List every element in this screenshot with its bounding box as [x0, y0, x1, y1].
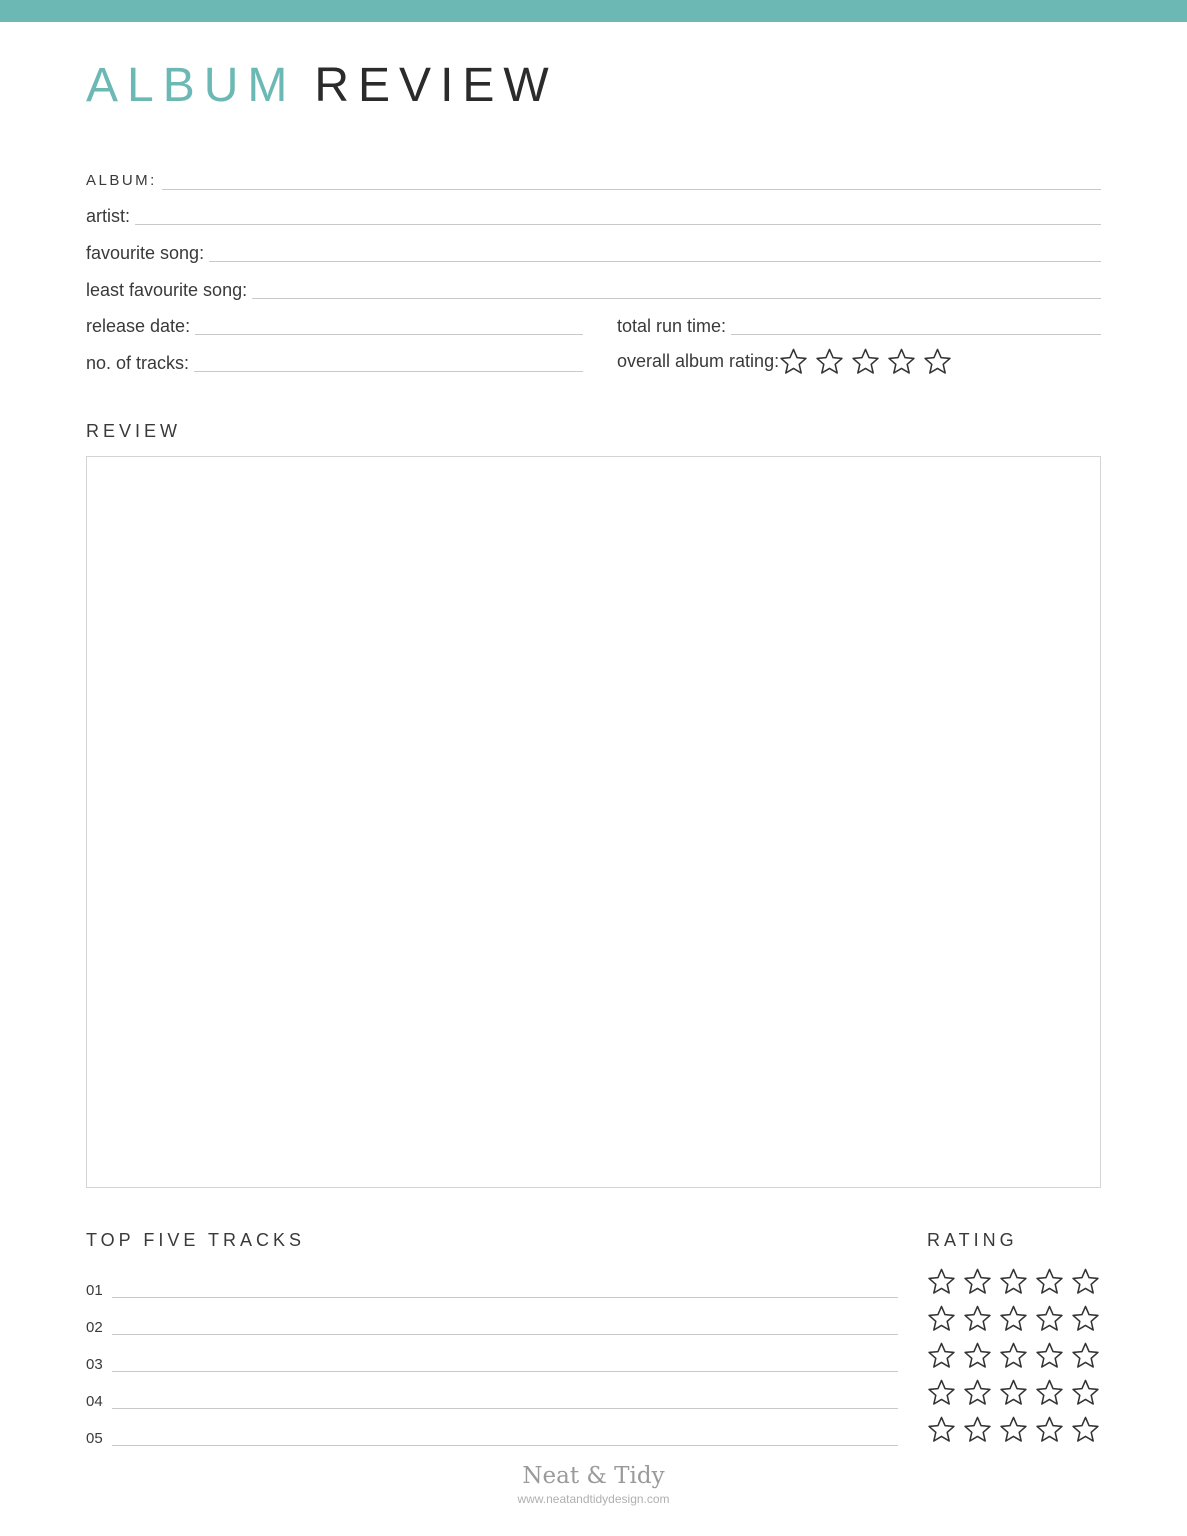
track-name-input-line[interactable]: [112, 1297, 898, 1298]
star-icon[interactable]: [999, 1304, 1028, 1333]
artist-label: artist:: [86, 206, 131, 226]
star-icon[interactable]: [927, 1267, 956, 1296]
rating-heading: RATING: [927, 1230, 1018, 1250]
top-accent-bar: [0, 0, 1187, 22]
star-icon[interactable]: [923, 347, 952, 376]
least-favourite-song-input-line[interactable]: [252, 297, 1101, 299]
least-favourite-song-label: least favourite song:: [86, 280, 248, 300]
star-icon[interactable]: [779, 347, 808, 376]
page-title: [86, 58, 558, 114]
star-icon[interactable]: [927, 1341, 956, 1370]
star-icon[interactable]: [927, 1304, 956, 1333]
release-date-label: release date:: [86, 316, 191, 336]
track-name-input-line[interactable]: [112, 1445, 898, 1446]
star-icon[interactable]: [963, 1415, 992, 1444]
track-name-input-line[interactable]: [112, 1334, 898, 1335]
track-rating-stars: [927, 1341, 1100, 1370]
least-favourite-song-field: [86, 277, 1101, 301]
no-of-tracks-input-line[interactable]: [194, 370, 583, 372]
star-icon[interactable]: [1071, 1267, 1100, 1296]
brand-logo: Neat & Tidy: [522, 1463, 665, 1489]
star-icon[interactable]: [963, 1304, 992, 1333]
star-icon[interactable]: [1035, 1415, 1064, 1444]
album-field: [86, 168, 1101, 192]
review-heading: REVIEW: [86, 421, 182, 441]
star-icon[interactable]: [999, 1341, 1028, 1370]
star-icon[interactable]: [927, 1378, 956, 1407]
album-input-line[interactable]: [162, 188, 1101, 190]
no-of-tracks-field: [86, 350, 583, 374]
title-word-album: ALBUM: [86, 59, 297, 112]
no-of-tracks-label: no. of tracks:: [86, 353, 190, 373]
track-rating-stars: [927, 1378, 1100, 1407]
review-text-area[interactable]: [86, 456, 1101, 1188]
track-row: [86, 1313, 898, 1337]
artist-field: [86, 203, 1101, 227]
star-icon[interactable]: [851, 347, 880, 376]
overall-album-rating-field: [617, 344, 952, 378]
track-rating-stars: [927, 1415, 1100, 1444]
track-row: [86, 1276, 898, 1300]
track-row: [86, 1424, 898, 1448]
track-number: 04: [86, 1393, 103, 1410]
star-icon[interactable]: [963, 1267, 992, 1296]
total-run-time-label: total run time:: [617, 316, 727, 336]
track-rating-stars: [927, 1267, 1100, 1296]
total-run-time-field: [617, 313, 1101, 337]
star-icon[interactable]: [927, 1415, 956, 1444]
star-icon[interactable]: [1071, 1378, 1100, 1407]
track-rating-stars: [927, 1304, 1100, 1333]
overall-rating-stars: [779, 347, 952, 376]
star-icon[interactable]: [815, 347, 844, 376]
star-icon[interactable]: [1035, 1304, 1064, 1333]
favourite-song-label: favourite song:: [86, 243, 205, 263]
artist-input-line[interactable]: [135, 223, 1101, 225]
star-icon[interactable]: [1035, 1341, 1064, 1370]
overall-album-rating-label: overall album rating:: [617, 350, 780, 371]
star-icon[interactable]: [999, 1267, 1028, 1296]
star-icon[interactable]: [999, 1378, 1028, 1407]
track-number: 03: [86, 1356, 103, 1373]
track-name-input-line[interactable]: [112, 1408, 898, 1409]
release-date-input-line[interactable]: [195, 333, 583, 335]
release-date-field: [86, 313, 583, 337]
star-icon[interactable]: [963, 1378, 992, 1407]
track-row: [86, 1350, 898, 1374]
star-icon[interactable]: [1071, 1341, 1100, 1370]
star-icon[interactable]: [887, 347, 916, 376]
track-number: 02: [86, 1319, 103, 1336]
total-run-time-input-line[interactable]: [731, 333, 1101, 335]
track-number: 01: [86, 1282, 103, 1299]
track-row: [86, 1387, 898, 1411]
favourite-song-input-line[interactable]: [209, 260, 1101, 262]
brand-url: www.neatandtidydesign.com: [517, 1492, 670, 1506]
star-icon[interactable]: [1035, 1267, 1064, 1296]
star-icon[interactable]: [1071, 1415, 1100, 1444]
star-icon[interactable]: [1035, 1378, 1064, 1407]
title-word-review: REVIEW: [314, 59, 558, 112]
top-five-tracks-heading: TOP FIVE TRACKS: [86, 1230, 306, 1250]
track-name-input-line[interactable]: [112, 1371, 898, 1372]
album-label: ALBUM:: [86, 172, 157, 189]
track-number: 05: [86, 1430, 103, 1447]
star-icon[interactable]: [963, 1341, 992, 1370]
favourite-song-field: [86, 240, 1101, 264]
star-icon[interactable]: [1071, 1304, 1100, 1333]
star-icon[interactable]: [999, 1415, 1028, 1444]
